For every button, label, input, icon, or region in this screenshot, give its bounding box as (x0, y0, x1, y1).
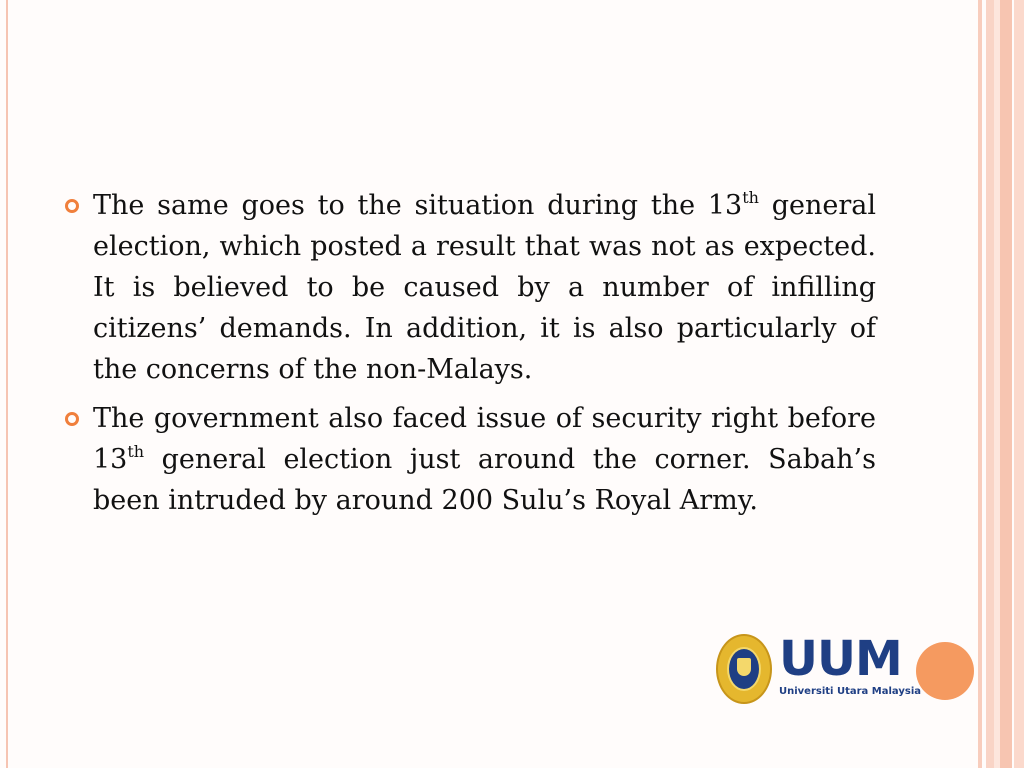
right-stripe (1000, 0, 1012, 768)
bullet-text-part: general election just around the corner. Sabah’s been intruded by around 200 Sulu’s Royal Army. (93, 444, 876, 516)
bullet-text-part: The government also faced issue of security right before 13 (93, 403, 876, 475)
uum-subtitle: Universiti Utara Malaysia (779, 686, 921, 697)
hollow-circle-bullet-icon (65, 412, 79, 426)
bullet-text-part: general election, which posted a result that was not as expected. It is believed to be caused by a number of infilling citizens’ demands. In addition, it is also particularly of the concerns of the non-Malays. (93, 190, 876, 385)
bullet-text (93, 185, 876, 390)
left-border-rule (6, 0, 8, 768)
bullet-item (64, 398, 876, 521)
uum-logo (716, 631, 921, 708)
ordinal-superscript: th (127, 442, 145, 461)
orange-accent-circle (916, 642, 974, 700)
hollow-circle-bullet-icon (65, 199, 79, 213)
right-stripe (978, 0, 982, 768)
university-seal-icon (716, 634, 772, 704)
right-stripe (986, 0, 994, 768)
uum-wordmark: UUM (779, 631, 902, 687)
bullet-item (64, 185, 876, 390)
seal-shield (737, 658, 751, 676)
bullet-text (93, 398, 876, 521)
bullet-text-part: The same goes to the situation during the 13 (93, 190, 743, 221)
ordinal-superscript: th (742, 188, 759, 207)
right-stripe (1014, 0, 1024, 768)
seal-inner (727, 647, 761, 691)
bullet-list (64, 185, 876, 529)
